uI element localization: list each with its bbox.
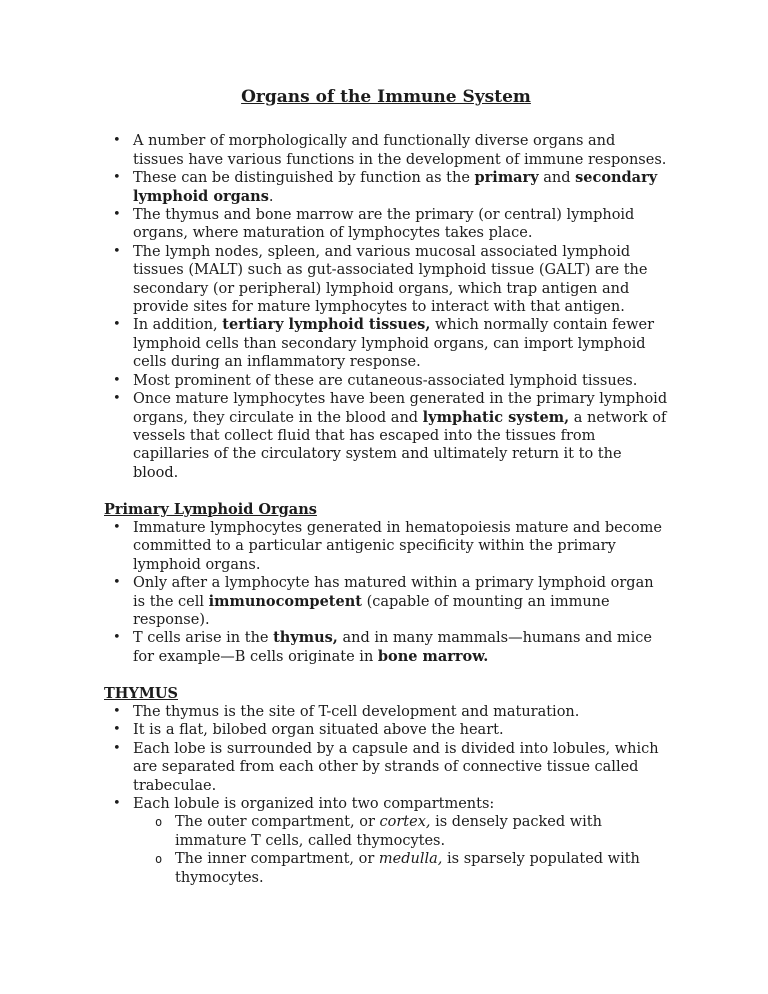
circle-bullet-marker: o [155, 815, 163, 830]
disc-bullet-marker: • [113, 703, 121, 719]
bullet-item [104, 132, 668, 169]
bullet-text: The inner compartment, or medulla, is sparsely populated with thymocytes. [175, 851, 640, 886]
bullet-text: Immature lymphocytes generated in hematopoiesis mature and become committed to a particular antigenic specificity within the primary lymphoid organs. [133, 519, 662, 573]
bullet-item [104, 372, 668, 390]
section-heading: Primary Lymphoid Organs [104, 500, 317, 518]
sub-bullet-item [104, 813, 668, 850]
disc-bullet-marker: • [113, 372, 121, 388]
disc-bullet-marker: • [113, 243, 121, 259]
disc-bullet-marker: • [113, 207, 121, 223]
bullet-text: Only after a lymphocyte has matured within a primary lymphoid organ is the cell immunocompetent (capable of mounting an immune response). [133, 575, 654, 628]
bullet-text: Once mature lymphocytes have been generated in the primary lymphoid organs, they circulate in the blood and lymphatic system, a network of vessels that collect fluid that has escaped into the tissues from capillaries of the circulatory system and ultimately return it to the blood. [133, 391, 668, 481]
disc-bullet-marker: • [113, 630, 121, 646]
disc-bullet-marker: • [113, 391, 121, 407]
page-title: Organs of the Immune System [241, 87, 531, 107]
bullet-text: The thymus and bone marrow are the primary (or central) lymphoid organs, where maturation of lymphocytes takes place. [133, 207, 635, 242]
bullet-text: The thymus is the site of T-cell development and maturation. [133, 703, 580, 720]
bullet-text: A number of morphologically and functionally diverse organs and tissues have various functions in the development of immune responses. [133, 133, 667, 168]
disc-bullet-marker: • [113, 796, 121, 811]
bullet-text: Each lobule is organized into two compartments: [133, 796, 495, 812]
section-heading: THYMUS [104, 684, 179, 702]
section [104, 501, 668, 667]
bullet-item [104, 740, 668, 795]
bullet-item [104, 206, 668, 243]
bullet-item [104, 574, 668, 629]
bullet-text: Most prominent of these are cutaneous-associated lymphoid tissues. [133, 372, 638, 389]
document-body [104, 132, 668, 887]
section [104, 685, 668, 887]
sub-bullet-item [104, 850, 668, 887]
disc-bullet-marker: • [113, 722, 121, 738]
bullet-item [104, 243, 668, 317]
bullet-item [104, 703, 668, 721]
circle-bullet-marker: o [155, 852, 163, 867]
bullet-item [104, 519, 668, 574]
bullet-item [104, 795, 668, 813]
bullet-text: T cells arise in the thymus, and in many mammals—humans and mice for example—B cells originate in bone marrow. [133, 629, 653, 665]
disc-bullet-marker: • [113, 133, 121, 149]
disc-bullet-marker: • [113, 519, 121, 535]
disc-bullet-marker: • [113, 575, 121, 591]
section [104, 132, 668, 482]
bullet-item [104, 629, 668, 666]
bullet-text: The lymph nodes, spleen, and various mucosal associated lymphoid tissues (MALT) such as gut-associated lymphoid tissue (GALT) are the secondary (or peripheral) lymphoid organs, which trap antigen and provide sites for mature lymphocytes to interact with that antigen. [133, 243, 648, 316]
bullet-item [104, 316, 668, 371]
bullet-item [104, 390, 668, 482]
bullet-text: It is a flat, bilobed organ situated above the heart. [133, 722, 504, 739]
disc-bullet-marker: • [113, 317, 121, 333]
bullet-item [104, 721, 668, 739]
bullet-item [104, 169, 668, 206]
bullet-text: The outer compartment, or cortex, is densely packed with immature T cells, called thymocytes. [175, 814, 602, 849]
bullet-text: These can be distinguished by function as the primary and secondary lymphoid organs. [133, 169, 658, 205]
disc-bullet-marker: • [113, 170, 121, 186]
bullet-text: In addition, tertiary lymphoid tissues, which normally contain fewer lymphoid cells than secondary lymphoid organs, can import lymphoid cells during an inflammatory response. [133, 316, 655, 371]
bullet-text: Each lobe is surrounded by a capsule and is divided into lobules, which are separated from each other by strands of connective tissue called trabeculae. [133, 740, 659, 794]
disc-bullet-marker: • [113, 740, 121, 756]
